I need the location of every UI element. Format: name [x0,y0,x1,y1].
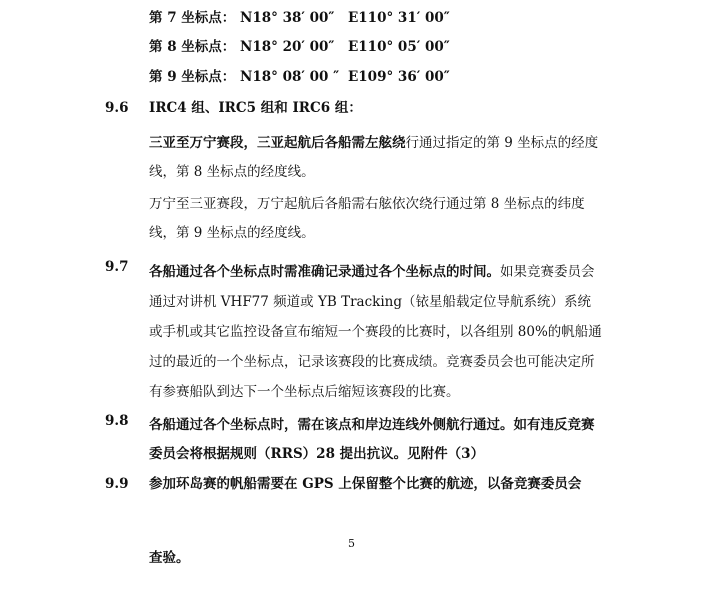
coordinate-longitude: E109° 36′ 00″ [348,69,450,85]
section-9-6-paragraph-1-bold: 三亚至万宁赛段，三亚起航后各船需左舷绕 [149,135,406,151]
section-9-7-paragraph [149,257,604,407]
section-9-6-paragraph-1-rest: 行通过指定的第 9 坐标点的经度线，第 8 坐标点的经度线。 [149,135,599,180]
coordinate-latitude: N18° 20′ 00″ [240,39,335,55]
coordinate-longitude: E110° 31′ 00″ [348,10,450,26]
section-9-6-paragraph-1 [149,129,604,187]
page-number: 5 [348,537,355,550]
coordinate-label: 第 9 坐标点： [149,69,236,85]
section-9-6-paragraph-2: 万宁至三亚赛段，万宁起航后各船需右舷依次绕行通过第 8 坐标点的纬度线，第 9 坐标点的经度线。 [149,196,585,241]
section-9-6-heading: IRC4 组、IRC5 组和 IRC6 组： [149,100,362,116]
section-number-9-6: 9.6 [105,100,129,116]
section-9-9-line-1: 参加环岛赛的帆船需要在 GPS 上保留整个比赛的航迹，以备竞赛委员会 [149,476,582,492]
section-number-9-8: 9.8 [105,413,129,429]
coordinate-longitude: E110° 05′ 00″ [348,39,450,55]
section-9-7-rest: 如果竞赛委员会通过对讲机 VHF77 频道或 YB Tracking（铱星船载定位导航系统）系统或手机或其它监控设备宣布缩短一个赛段的比赛时，以各组别 80%的帆船通过的最近的一个坐标点，记录该赛段的比赛成绩。竞赛委员会也可能决定所有参赛船队到达下一个坐标点后缩短该赛段的比赛。 [149,264,602,400]
section-9-8-paragraph: 各船通过各个坐标点时，需在该点和岸边连线外侧航行通过。如有违反竞赛委员会将根据规则（RRS）28 提出抗议。见附件（3） [149,417,595,462]
coordinate-latitude: N18° 38′ 00″ [240,10,335,26]
coordinate-label: 第 8 坐标点： [149,39,236,55]
section-number-9-9: 9.9 [105,476,129,492]
section-9-9-continuation: 查验。 [149,550,190,566]
coordinate-label: 第 7 坐标点： [149,10,236,26]
coordinate-latitude: N18° 08′ 00 ″ [240,69,340,85]
section-9-7-bold: 各船通过各个坐标点时需准确记录通过各个坐标点的时间。 [149,264,500,280]
section-number-9-7: 9.7 [105,259,129,275]
